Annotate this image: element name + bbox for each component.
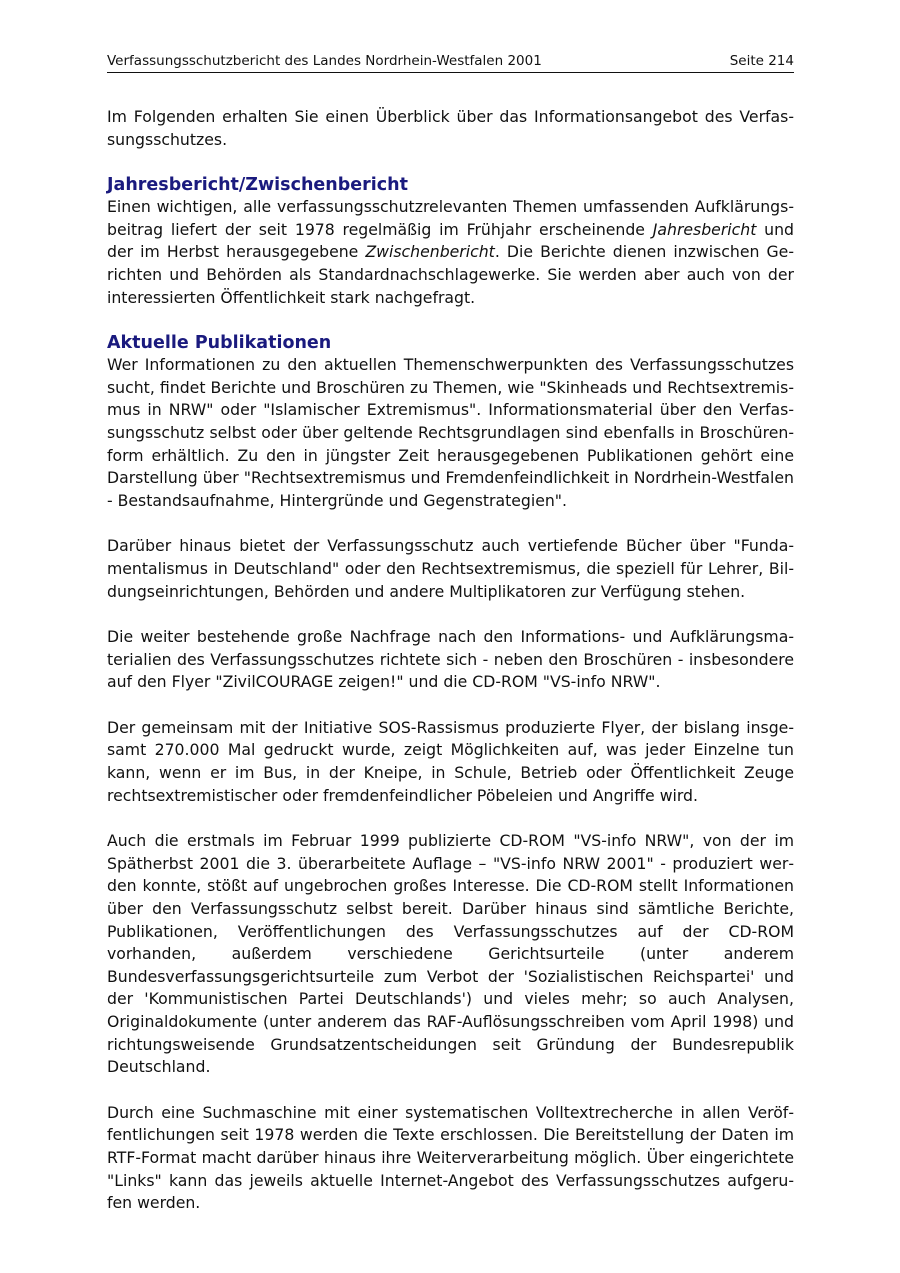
body-paragraph: Wer Informationen zu den aktuellen Themenschwerpunkten des Verfassungsschutzes sucht, findet Berichte und Broschüren zu Themen, wie "Skinheads und Rechtsextremismus in NRW" oder "Islamischer Extremismus". Informationsmaterial über den Verfassungsschutz selbst oder über geltende Rechtsgrundlagen sind ebenfalls in Broschürenform erhältlich. Zu den in jüngster Zeit herausgegebenen Publikationen gehört eine Darstellung über "Rechtsextremismus und Fremdenfeindlichkeit in Nordrhein-Westfalen - Bestandsaufnahme, Hintergründe und Gegenstrategien". (107, 355, 794, 510)
body-paragraph: Die weiter bestehende große Nachfrage nach den Informations- und Aufklärungsmaterialien des Verfassungsschutzes richtete sich - neben den Broschüren - insbesondere auf den Flyer "ZivilCOURAGE zeigen!" und die CD-ROM "VS-info NRW". (107, 627, 794, 692)
emphasized-text: Jahresbericht (652, 219, 757, 239)
body-paragraph: Durch eine Suchmaschine mit einer systematischen Volltextrecherche in allen Veröffentlichungen seit 1978 werden die Texte erschlossen. Die Bereitstellung der Daten im RTF-Format macht darüber hinaus ihre Weiterverarbeitung möglich. Über eingerichtete "Links" kann das jeweils aktuelle Internet-Angebot des Verfassungsschutzes aufgerufen werden. (107, 1102, 794, 1213)
body-paragraph: Auch die erstmals im Februar 1999 publizierte CD-ROM "VS-info NRW", von der im Spätherbst 2001 die 3. überarbeitete Auflage – "VS-info NRW 2001" - produziert werden konnte, stößt auf ungebrochen großes Interesse. Die CD-ROM stellt Informationen über den Verfassungsschutz selbst bereit. Darüber hinaus sind sämtliche Berichte, Publikationen, Veröffentlichungen des Verfassungsschutzes auf der CD-ROM vorhanden, außerdem verschiedene Gerichtsurteile (unter anderem Bundesverfassungsgerichtsurteile zum Verbot der 'Sozialistischen Reichspartei' und der 'Kommunistischen Partei Deutschlands') und vieles mehr; so auch Analysen, Originaldokumente (unter anderem das RAF-Auflösungsschreiben vom April 1998) und richtungsweisende Grundsatzentscheidungen seit Gründung der Bundesrepublik Deutschland. (107, 831, 794, 1077)
emphasized-text: Zwischenbericht (365, 242, 495, 262)
section-jahresbericht (107, 174, 794, 309)
section-heading: Jahresbericht/Zwischenbericht (107, 175, 408, 196)
paragraph-text: und der im Herbst herausgegebene (107, 219, 794, 262)
body-paragraph (107, 196, 794, 309)
paragraph-text: Einen wichtigen, alle verfassungsschutzrelevanten Themen umfassenden Aufklärungsbeitrag liefert der seit 1978 regelmäßig im Frühjahr erscheinende (107, 197, 794, 239)
section-aktuelle-publikationen (107, 332, 794, 1215)
body-paragraph: Darüber hinaus bietet der Verfassungsschutz auch vertiefende Bücher über "Fundamentalismus in Deutschland" oder den Rechtsextremismus, die speziell für Lehrer, Bildungseinrichtungen, Behörden und andere Multiplikatoren zur Verfügung stehen. (107, 536, 794, 601)
running-header (107, 52, 794, 73)
section-heading: Aktuelle Publikationen (107, 333, 332, 354)
running-header-title: Verfassungsschutzbericht des Landes Nordrhein-Westfalen 2001 (107, 53, 542, 69)
document-body (107, 106, 794, 1215)
paragraph-text: . Die Berichte dienen inzwischen Gerichten und Behörden als Standardnachschlagewerke. Sie werden aber auch von der interessierten Öffentlichkeit stark nachgefragt. (107, 242, 794, 307)
page-number: Seite 214 (729, 53, 794, 69)
intro-paragraph: Im Folgenden erhalten Sie einen Überblick über das Informationsangebot des Verfassungsschutzes. (107, 107, 794, 149)
body-paragraph: Der gemeinsam mit der Initiative SOS-Rassismus produzierte Flyer, der bislang insgesamt 270.000 Mal gedruckt wurde, zeigt Möglichkeiten auf, was jeder Einzelne tun kann, wenn er im Bus, in der Kneipe, in Schule, Betrieb oder Öffentlichkeit Zeuge rechtsextremistischer oder fremdenfeindlicher Pöbeleien und Angriffe wird. (107, 717, 794, 805)
document-page (107, 52, 794, 1238)
